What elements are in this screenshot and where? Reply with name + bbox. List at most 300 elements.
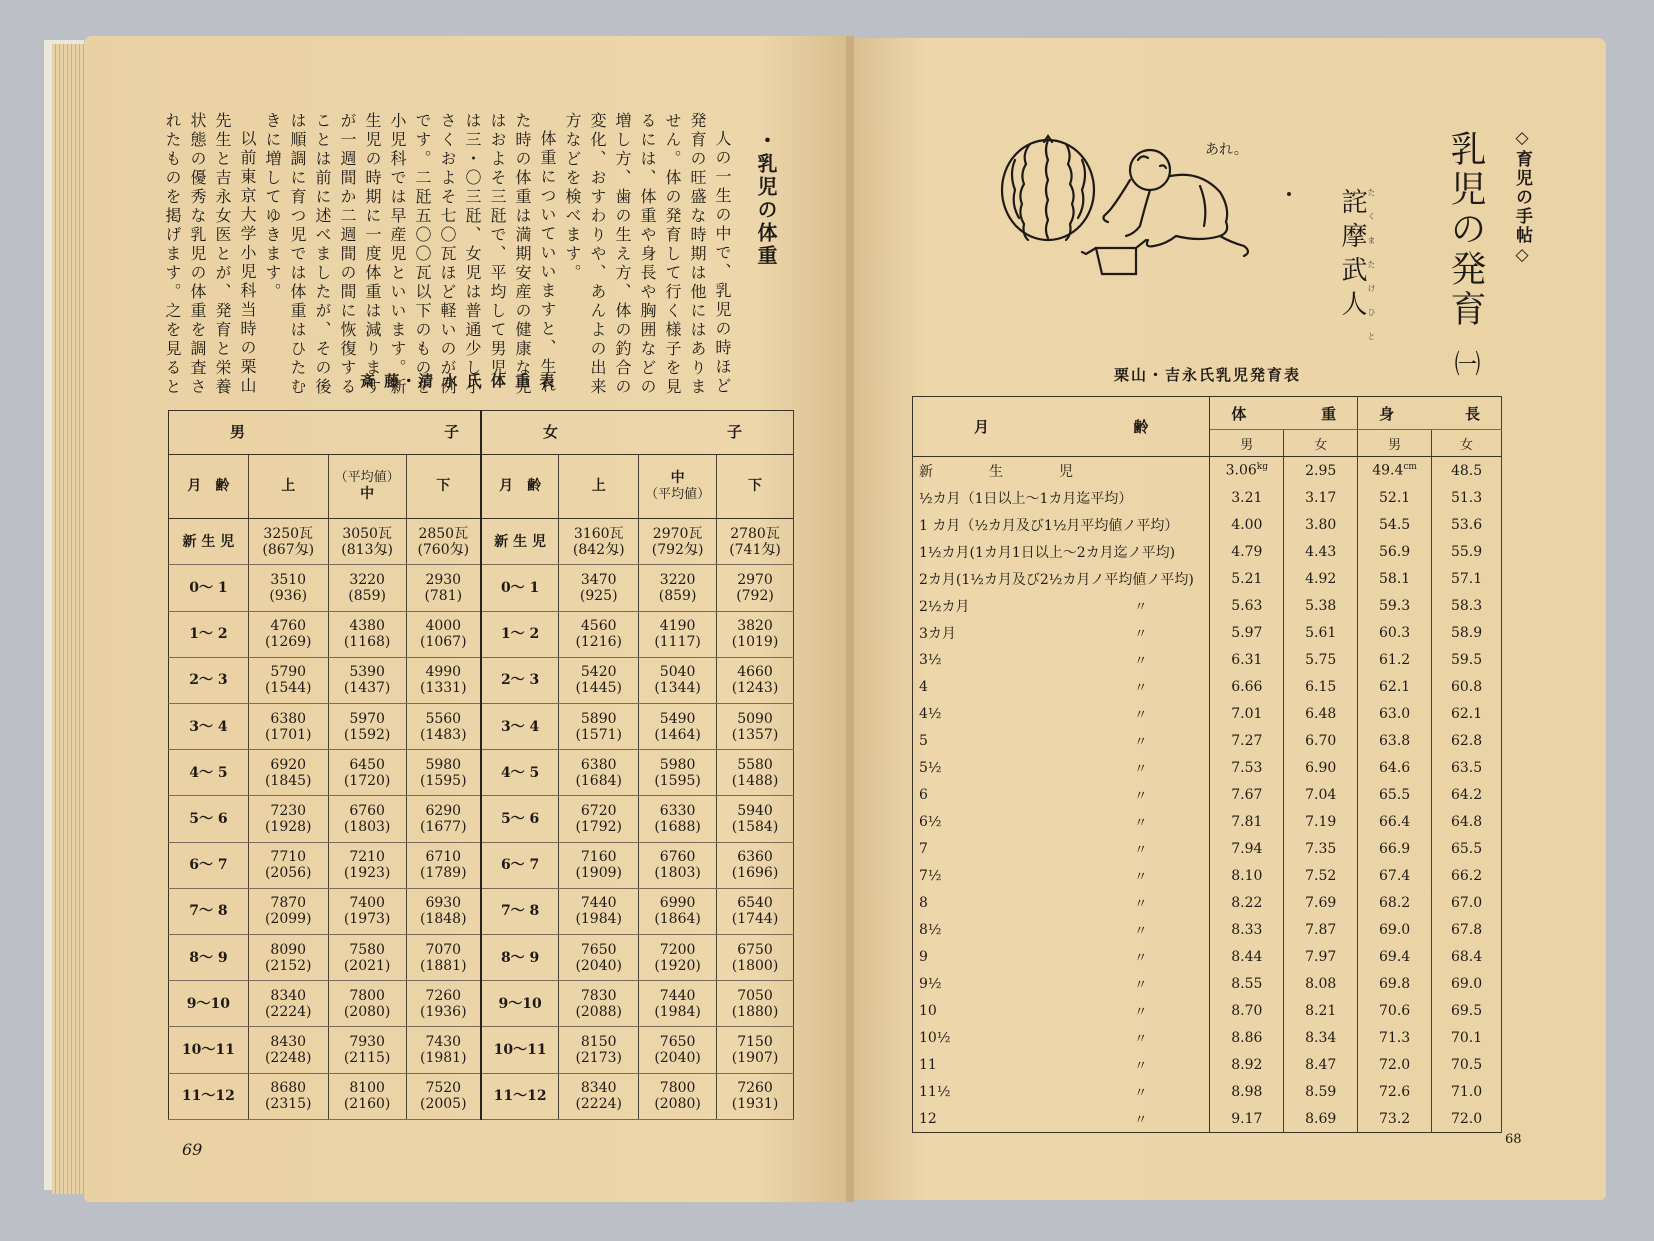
- value-cell: 7.67: [1210, 781, 1284, 808]
- sub-male: 男: [1358, 430, 1432, 457]
- age-cell: 11: [919, 1056, 937, 1073]
- value-cell: 3050瓦 (813匁): [328, 519, 406, 565]
- table-row: [913, 1078, 1502, 1105]
- right-table-title: 栗山・吉永氏乳児発育表: [1114, 366, 1302, 384]
- table-row: [169, 657, 794, 703]
- value-cell: 7.01: [1210, 700, 1284, 727]
- table-row: [913, 835, 1502, 862]
- age-cell: 新 生 児: [169, 519, 249, 565]
- age-cell: 3½: [919, 651, 942, 668]
- value-cell: 4.00: [1210, 511, 1284, 538]
- value-cell: 4380 (1168): [328, 611, 406, 657]
- value-cell: 73.2: [1358, 1105, 1432, 1133]
- value-cell: 59.5: [1432, 646, 1502, 673]
- baby-watermelon-illustration: [1000, 130, 1270, 290]
- value-cell: 6360 (1696): [717, 842, 794, 888]
- value-cell: 67.0: [1432, 889, 1502, 916]
- table-row: [913, 646, 1502, 673]
- age-cell: 新 生 児: [913, 457, 1210, 485]
- value-cell: 54.5: [1358, 511, 1432, 538]
- age-cell: 1½カ月(1カ月1日以上～2カ月迄ノ平均): [913, 538, 1210, 565]
- value-cell: 7.69: [1284, 889, 1358, 916]
- page-number-right: 68: [1505, 1132, 1522, 1147]
- value-cell: 7400 (1973): [328, 888, 406, 934]
- ditto-mark: 〃: [1072, 808, 1210, 835]
- table-row: [913, 1024, 1502, 1051]
- age-cell: 4½: [919, 705, 942, 722]
- table-row: [169, 981, 794, 1027]
- table-row: [913, 484, 1502, 511]
- age-cell: 12: [919, 1110, 937, 1127]
- value-cell: 65.5: [1358, 781, 1432, 808]
- age-cell: 8½: [919, 921, 942, 938]
- value-cell: 7710 (2056): [248, 842, 328, 888]
- header-upper: 上: [559, 454, 639, 519]
- header-age: 月 齢: [481, 454, 559, 519]
- ditto-mark: 〃: [1072, 754, 1210, 781]
- ditto-mark: 〃: [1072, 1024, 1210, 1051]
- value-cell: 62.1: [1358, 673, 1432, 700]
- value-cell: 61.2: [1358, 646, 1432, 673]
- value-cell: 6720 (1792): [559, 796, 639, 842]
- age-cell: 7½: [919, 867, 942, 884]
- value-cell: 3220 (859): [639, 565, 717, 611]
- age-cell: 3カ月: [919, 625, 956, 642]
- value-cell: 53.6: [1432, 511, 1502, 538]
- value-cell: 7930 (2115): [328, 1027, 406, 1073]
- header-upper: 上: [248, 454, 328, 519]
- value-cell: 7.53: [1210, 754, 1284, 781]
- value-cell: 72.6: [1358, 1078, 1432, 1105]
- value-cell: 6.70: [1284, 727, 1358, 754]
- age-cell: 6½: [919, 813, 942, 830]
- table-row: [169, 611, 794, 657]
- value-cell: 70.5: [1432, 1051, 1502, 1078]
- value-cell: 4.79: [1210, 538, 1284, 565]
- value-cell: 6380 (1701): [248, 704, 328, 750]
- age-cell: 9～10: [169, 981, 249, 1027]
- header-female: 女 子: [481, 411, 794, 455]
- header-height: 身 長: [1358, 397, 1502, 430]
- illustration-caption: あれ。: [1205, 142, 1248, 158]
- left-table-title: 斎 藤・清 水 氏 体 重 表: [360, 372, 557, 390]
- value-cell: 66.2: [1432, 862, 1502, 889]
- value-cell: 3160瓦 (842匁): [559, 519, 639, 565]
- value-cell: 5040 (1344): [639, 657, 717, 703]
- value-cell: 7800 (2080): [328, 981, 406, 1027]
- value-cell: 9.17: [1210, 1105, 1284, 1133]
- age-cell: 2～ 3: [169, 657, 249, 703]
- value-cell: 5090 (1357): [717, 704, 794, 750]
- table-row: [913, 538, 1502, 565]
- value-cell: 6290 (1677): [406, 796, 481, 842]
- value-cell: 8.08: [1284, 970, 1358, 997]
- ditto-mark: 〃: [1072, 1105, 1210, 1133]
- age-cell: ½カ月（1日以上～1カ月迄平均）: [913, 484, 1210, 511]
- value-cell: 7.52: [1284, 862, 1358, 889]
- value-cell: 57.1: [1432, 565, 1502, 592]
- table-row: [169, 1027, 794, 1073]
- value-cell: 65.5: [1432, 835, 1502, 862]
- ditto-mark: 〃: [1072, 619, 1210, 646]
- page-number-left: 69: [182, 1140, 203, 1159]
- value-cell: 7440 (1984): [639, 981, 717, 1027]
- text-column: 増し方、歯の生え方、体の釣合の: [613, 112, 632, 397]
- value-cell: 7260 (1931): [717, 1073, 794, 1119]
- unit-label: kg: [1256, 462, 1268, 473]
- value-cell: 8100 (2160): [328, 1073, 406, 1119]
- value-cell: 7830 (2088): [559, 981, 639, 1027]
- value-cell: 7050 (1880): [717, 981, 794, 1027]
- text-column: さくおよそ七〇瓦ほど軽いのが例: [438, 112, 457, 397]
- value-cell: 6750 (1800): [717, 935, 794, 981]
- value-cell: 5980 (1595): [406, 750, 481, 796]
- table-row: [913, 916, 1502, 943]
- unit-label: cm: [1403, 462, 1417, 473]
- value-cell: 8.47: [1284, 1051, 1358, 1078]
- value-cell: 3.17: [1284, 484, 1358, 511]
- age-cell: 9: [919, 948, 928, 965]
- value-cell: 70.6: [1358, 997, 1432, 1024]
- value-cell: 7.81: [1210, 808, 1284, 835]
- text-column: は順調に育つ児では体重はひたむ: [288, 112, 307, 397]
- value-cell: 5.75: [1284, 646, 1358, 673]
- sub-female: 女: [1284, 430, 1358, 457]
- value-cell: 5.61: [1284, 619, 1358, 646]
- value-cell: 5.21: [1210, 565, 1284, 592]
- value-cell: 7260 (1936): [406, 981, 481, 1027]
- value-cell: 6330 (1688): [639, 796, 717, 842]
- value-cell: 3820 (1019): [717, 611, 794, 657]
- value-cell: 7230 (1928): [248, 796, 328, 842]
- value-cell: 8.44: [1210, 943, 1284, 970]
- age-cell: 4～ 5: [169, 750, 249, 796]
- table-row: [913, 565, 1502, 592]
- value-cell: 8.92: [1210, 1051, 1284, 1078]
- value-cell: 58.1: [1358, 565, 1432, 592]
- value-cell: 48.5: [1432, 457, 1502, 485]
- table-row: [913, 970, 1502, 997]
- value-cell: 7150 (1907): [717, 1027, 794, 1073]
- age-cell: 4: [919, 678, 928, 695]
- value-cell: 8680 (2315): [248, 1073, 328, 1119]
- table-row: [913, 673, 1502, 700]
- value-cell: 5980 (1595): [639, 750, 717, 796]
- author-name: 詫摩武人: [1337, 188, 1367, 324]
- text-column: た時の体重は満期安産の健康な児: [513, 112, 532, 397]
- text-column: 以前東京大学小児科当時の栗山: [238, 130, 257, 396]
- age-cell: 1～ 2: [481, 611, 559, 657]
- value-cell: 72.0: [1358, 1051, 1432, 1078]
- value-cell: 6760 (1803): [328, 796, 406, 842]
- value-cell: 7800 (2080): [639, 1073, 717, 1119]
- text-column: が一週間か二週間の間に恢復する: [338, 112, 357, 397]
- age-cell: 0～ 1: [481, 565, 559, 611]
- section-heading: ・乳児の体重: [754, 130, 778, 268]
- value-cell: 4560 (1216): [559, 611, 639, 657]
- value-cell: 3250瓦 (867匁): [248, 519, 328, 565]
- value-cell: 8150 (2173): [559, 1027, 639, 1073]
- table-row: [169, 750, 794, 796]
- value-cell: 6450 (1720): [328, 750, 406, 796]
- age-cell: 8～ 9: [481, 935, 559, 981]
- value-cell: 64.8: [1432, 808, 1502, 835]
- text-column: るには、体重や身長や胸囲などの: [638, 112, 657, 397]
- value-cell: 2780瓦 (741匁): [717, 519, 794, 565]
- value-cell: 3510 (936): [248, 565, 328, 611]
- value-cell: 5.63: [1210, 592, 1284, 619]
- value-cell: 60.8: [1432, 673, 1502, 700]
- value-cell: 63.5: [1432, 754, 1502, 781]
- value-cell: 64.2: [1432, 781, 1502, 808]
- value-cell: 69.0: [1432, 970, 1502, 997]
- value-cell: 5490 (1464): [639, 704, 717, 750]
- age-cell: 1 カ月（½カ月及び1½月平均値ノ平均）: [913, 511, 1210, 538]
- value-cell: 8.10: [1210, 862, 1284, 889]
- ditto-mark: 〃: [1072, 781, 1210, 808]
- table-row: [913, 781, 1502, 808]
- value-cell: 7210 (1923): [328, 842, 406, 888]
- age-cell: 3～ 4: [169, 704, 249, 750]
- value-cell: 8.34: [1284, 1024, 1358, 1051]
- table-row: [913, 511, 1502, 538]
- value-cell: 69.0: [1358, 916, 1432, 943]
- value-cell: 62.1: [1432, 700, 1502, 727]
- value-cell: 8090 (2152): [248, 935, 328, 981]
- age-cell: 5～ 6: [169, 796, 249, 842]
- table-row: [913, 700, 1502, 727]
- value-cell: 62.8: [1432, 727, 1502, 754]
- value-cell: 8.86: [1210, 1024, 1284, 1051]
- table-row: [169, 935, 794, 981]
- value-cell: 69.4: [1358, 943, 1432, 970]
- value-cell: 71.3: [1358, 1024, 1432, 1051]
- value-cell: 6.31: [1210, 646, 1284, 673]
- ditto-mark: 〃: [1072, 1078, 1210, 1105]
- value-cell: 2970 (792): [717, 565, 794, 611]
- value-cell: 5790 (1544): [248, 657, 328, 703]
- age-cell: 5: [919, 732, 928, 749]
- value-cell: 70.1: [1432, 1024, 1502, 1051]
- value-cell: 64.6: [1358, 754, 1432, 781]
- sub-male: 男: [1210, 430, 1284, 457]
- value-cell: 6.66: [1210, 673, 1284, 700]
- text-column: はおよそ三瓩で、平均して男児: [488, 112, 507, 378]
- ditto-mark: 〃: [1072, 997, 1210, 1024]
- text-column: 発育の旺盛な時期は他にはありま: [688, 112, 707, 397]
- value-cell: 6930 (1848): [406, 888, 481, 934]
- ditto-mark: 〃: [1072, 646, 1210, 673]
- ditto-mark: 〃: [1072, 943, 1210, 970]
- value-cell: 3470 (925): [559, 565, 639, 611]
- table-row: [913, 592, 1502, 619]
- age-cell: 8～ 9: [169, 935, 249, 981]
- header-lower: 下: [717, 454, 794, 519]
- age-cell: 11～12: [481, 1073, 559, 1119]
- age-cell: 10: [919, 1002, 937, 1019]
- value-cell: 6.90: [1284, 754, 1358, 781]
- value-cell: 7.04: [1284, 781, 1358, 808]
- value-cell: 8.33: [1210, 916, 1284, 943]
- value-cell: 58.9: [1432, 619, 1502, 646]
- header-lower: 下: [406, 454, 481, 519]
- value-cell: 8.98: [1210, 1078, 1284, 1105]
- value-cell: 5970 (1592): [328, 704, 406, 750]
- value-cell: 58.3: [1432, 592, 1502, 619]
- value-cell: 7650 (2040): [639, 1027, 717, 1073]
- ditto-mark: 〃: [1072, 889, 1210, 916]
- value-cell: 60.3: [1358, 619, 1432, 646]
- value-cell: 7.87: [1284, 916, 1358, 943]
- ditto-mark: 〃: [1072, 1051, 1210, 1078]
- header-age: 月 齢: [169, 454, 249, 519]
- ditto-mark: 〃: [1072, 862, 1210, 889]
- age-cell: 8: [919, 894, 928, 911]
- age-cell: 7～ 8: [169, 888, 249, 934]
- value-cell: 7650 (2040): [559, 935, 639, 981]
- ditto-mark: 〃: [1072, 592, 1210, 619]
- value-cell: 7.27: [1210, 727, 1284, 754]
- table-row: [913, 862, 1502, 889]
- value-cell: 8430 (2248): [248, 1027, 328, 1073]
- value-cell: 6380 (1684): [559, 750, 639, 796]
- ditto-mark: 〃: [1072, 700, 1210, 727]
- value-cell: 7200 (1920): [639, 935, 717, 981]
- table-row: [913, 754, 1502, 781]
- value-cell: 51.3: [1432, 484, 1502, 511]
- value-cell: 6540 (1744): [717, 888, 794, 934]
- value-cell: 63.8: [1358, 727, 1432, 754]
- value-cell: 71.0: [1432, 1078, 1502, 1105]
- age-cell: 2½カ月: [919, 598, 970, 615]
- ditto-mark: 〃: [1072, 727, 1210, 754]
- value-cell: 4760 (1269): [248, 611, 328, 657]
- table-row: [169, 842, 794, 888]
- table-row: [913, 943, 1502, 970]
- table-row: [913, 457, 1502, 485]
- value-cell: 7070 (1881): [406, 935, 481, 981]
- weight-table: [168, 410, 794, 1120]
- text-column: れたものを掲げます。之を見ると: [163, 112, 182, 397]
- value-cell: 69.5: [1432, 997, 1502, 1024]
- age-cell: 10½: [919, 1029, 951, 1046]
- header-male: 男 子: [169, 411, 481, 455]
- value-cell: 7.35: [1284, 835, 1358, 862]
- text-column: です。二瓩五〇〇瓦以下のものを: [413, 112, 432, 397]
- value-cell: 7.97: [1284, 943, 1358, 970]
- value-cell: 67.8: [1432, 916, 1502, 943]
- header-weight: 体 重: [1210, 397, 1358, 430]
- sub-female: 女: [1432, 430, 1502, 457]
- age-cell: 9～10: [481, 981, 559, 1027]
- header-mid: 中 （平均値）: [639, 454, 717, 519]
- table-row: [169, 704, 794, 750]
- value-cell: 2850瓦 (760匁): [406, 519, 481, 565]
- value-cell: 55.9: [1432, 538, 1502, 565]
- dot-mark: [1287, 192, 1291, 196]
- value-cell: 59.3: [1358, 592, 1432, 619]
- table-row: [913, 997, 1502, 1024]
- value-cell: $3.06^{kg}$: [1210, 457, 1284, 485]
- value-cell: 7520 (2005): [406, 1073, 481, 1119]
- value-cell: 7870 (2099): [248, 888, 328, 934]
- table-row: [913, 727, 1502, 754]
- text-column: 体重についていいますと、生れ: [538, 130, 557, 396]
- age-cell: 10～11: [169, 1027, 249, 1073]
- age-cell: 9½: [919, 975, 942, 992]
- value-cell: 6.48: [1284, 700, 1358, 727]
- age-cell: 6: [919, 786, 928, 803]
- value-cell: 5560 (1483): [406, 704, 481, 750]
- ditto-mark: 〃: [1072, 673, 1210, 700]
- value-cell: 4.43: [1284, 538, 1358, 565]
- age-cell: 1～ 2: [169, 611, 249, 657]
- value-cell: 7.19: [1284, 808, 1358, 835]
- header-mid: （平均値） 中: [328, 454, 406, 519]
- age-cell: 0～ 1: [169, 565, 249, 611]
- table-row: [913, 1105, 1502, 1133]
- table-row: [913, 619, 1502, 646]
- value-cell: 8.70: [1210, 997, 1284, 1024]
- article-title: 乳児の発育㈠: [1445, 130, 1486, 380]
- table-row: [169, 796, 794, 842]
- value-cell: 7580 (2021): [328, 935, 406, 981]
- value-cell: 6990 (1864): [639, 888, 717, 934]
- table-row: [913, 1051, 1502, 1078]
- text-column: は三・〇三瓩、女児は普通少し小: [463, 112, 482, 397]
- value-cell: 8.21: [1284, 997, 1358, 1024]
- value-cell: 6920 (1845): [248, 750, 328, 796]
- table-row: [169, 1073, 794, 1119]
- text-column: 生児の時期に一度体重は減ります: [363, 112, 382, 397]
- value-cell: 7.94: [1210, 835, 1284, 862]
- table-row: [913, 889, 1502, 916]
- value-cell: 2.95: [1284, 457, 1358, 485]
- table-row: [913, 808, 1502, 835]
- age-cell: 2カ月(1½カ月及び2½カ月ノ平均値ノ平均): [913, 565, 1210, 592]
- ditto-mark: 〃: [1072, 916, 1210, 943]
- age-cell: 5～ 6: [481, 796, 559, 842]
- value-cell: 8.59: [1284, 1078, 1358, 1105]
- text-column: 小児科では早産児といいます。新: [388, 112, 407, 397]
- author-ruby: たくまたけひと: [1367, 188, 1376, 356]
- table-row: [169, 565, 794, 611]
- value-cell: 68.2: [1358, 889, 1432, 916]
- value-cell: 6.15: [1284, 673, 1358, 700]
- value-cell: 8.69: [1284, 1105, 1358, 1133]
- value-cell: 69.8: [1358, 970, 1432, 997]
- age-cell: 2～ 3: [481, 657, 559, 703]
- value-cell: 4660 (1243): [717, 657, 794, 703]
- value-cell: 66.9: [1358, 835, 1432, 862]
- value-cell: 3.80: [1284, 511, 1358, 538]
- value-cell: 4190 (1117): [639, 611, 717, 657]
- value-cell: 3220 (859): [328, 565, 406, 611]
- age-cell: 3～ 4: [481, 704, 559, 750]
- age-cell: 11～12: [169, 1073, 249, 1119]
- age-cell: 7: [919, 840, 928, 857]
- value-cell: 5890 (1571): [559, 704, 639, 750]
- value-cell: 8.22: [1210, 889, 1284, 916]
- text-column: ことは前に述べましたが、その後: [313, 112, 332, 397]
- value-cell: 6710 (1789): [406, 842, 481, 888]
- growth-table: [912, 396, 1502, 1133]
- text-column: 人の一生の中で、乳児の時ほど: [713, 130, 732, 396]
- value-cell: 5420 (1445): [559, 657, 639, 703]
- value-cell: 66.4: [1358, 808, 1432, 835]
- text-column: 先生と吉永女医とが、発育と栄養: [213, 112, 232, 397]
- value-cell: 5.97: [1210, 619, 1284, 646]
